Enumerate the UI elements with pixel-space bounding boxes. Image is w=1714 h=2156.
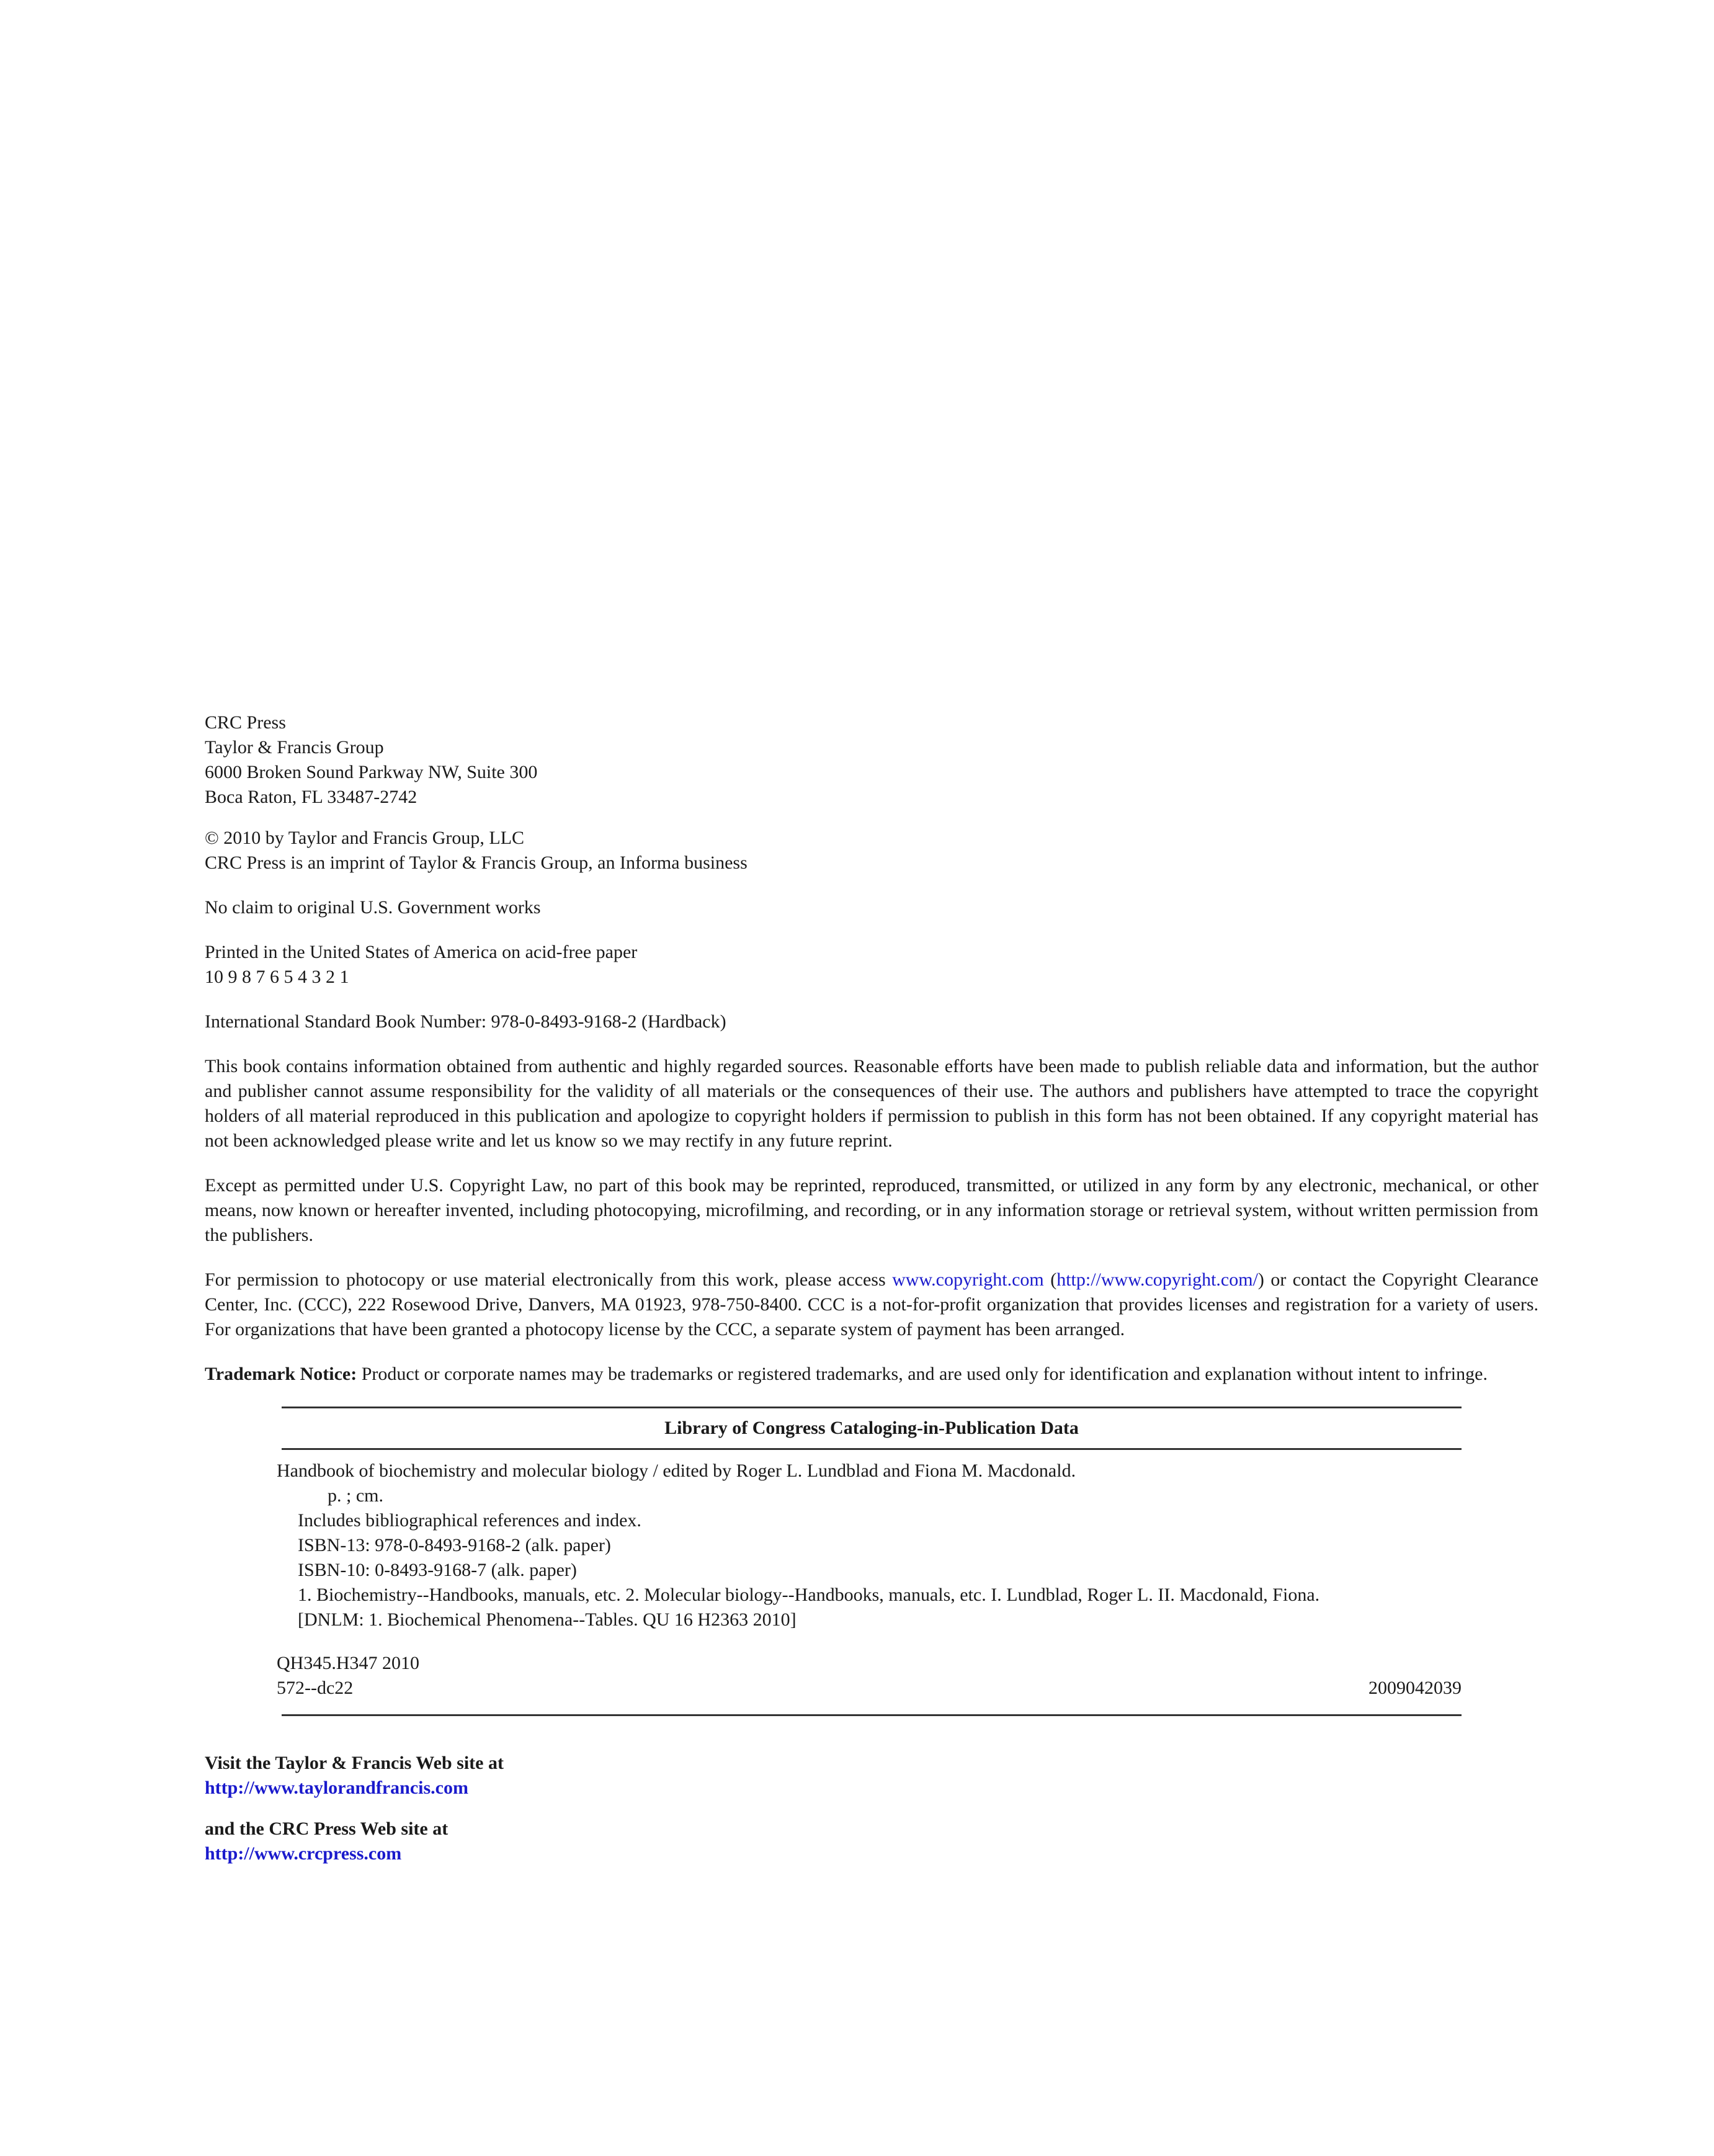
cip-classification [277, 1651, 1462, 1701]
trademark-paragraph [205, 1362, 1538, 1387]
cip-physical: p. ; cm. [328, 1485, 383, 1506]
publisher-address-line1: 6000 Broken Sound Parkway NW, Suite 300 [205, 762, 538, 782]
isbn-notice [205, 1009, 1538, 1034]
cip-entry: Handbook of biochemistry and molecular biology / edited by Roger L. Lundblad and Fiona M. Macdonald. [277, 1460, 1076, 1481]
government-works-notice [205, 895, 1538, 920]
crc-website-label: and the CRC Press Web site at [205, 1818, 449, 1839]
publisher-address [205, 710, 1538, 810]
copyright-line1: © 2010 by Taylor and Francis Group, LLC [205, 828, 525, 848]
copyright-law-paragraph: Except as permitted under U.S. Copyright Law, no part of this book may be reprinted, reproduced, transmitted, or utilized in any form by any electronic, mechanical, or other means, now known or hereafter invented, including photocopying, microfilming, and recording, or in any information storage or retrieval system, without written permission from the publishers. [205, 1175, 1538, 1245]
trademark-text: Product or corporate names may be trademarks or registered trademarks, and are used only for identification and explanation without intent to infringe. [357, 1364, 1488, 1384]
trademark-label: Trademark Notice: [205, 1364, 357, 1384]
no-claim-text: No claim to original U.S. Government works [205, 897, 541, 918]
isbn-text: International Standard Book Number: 978-0-8493-9168-2 (Hardback) [205, 1011, 726, 1032]
cip-subjects: 1. Biochemistry--Handbooks, manuals, etc. 2. Molecular biology--Handbooks, manuals, etc. I. Lundblad, Roger L. II. Macdonald, Fiona. [298, 1585, 1320, 1605]
printing-info [205, 940, 1538, 990]
cip-data-block [277, 1407, 1462, 1716]
copyright-line2: CRC Press is an imprint of Taylor & Francis Group, an Informa business [205, 852, 748, 873]
copyright-page [205, 710, 1538, 1882]
tf-website-link[interactable]: http://www.taylorandfrancis.com [205, 1778, 468, 1798]
printing-line1: Printed in the United States of America on acid-free paper [205, 942, 638, 962]
copyright-notice [205, 826, 1538, 875]
cip-bottom-rule [282, 1714, 1462, 1716]
sources-paragraph: This book contains information obtained from authentic and highly regarded sources. Reasonable efforts have been made to publish reliable data and information, but the author and publisher cannot assume responsibility for the validity of all materials or the consequences of their use. The authors and publishers have attempted to trace the copyright holders of all material reproduced in this publication and apologize to copyright holders if permission to publish in this form has not been obtained. If any copyright material has not been acknowledged please write and let us know so we may rectify in any future reprint. [205, 1056, 1538, 1151]
website-section [205, 1751, 1538, 1866]
cip-lc-class: QH345.H347 2010 [277, 1653, 419, 1673]
tf-website [205, 1751, 1538, 1800]
cip-notes: Includes bibliographical references and index. [298, 1510, 641, 1531]
cip-dewey: 572--dc22 [277, 1678, 354, 1698]
cip-dnlm: [DNLM: 1. Biochemical Phenomena--Tables. QU 16 H2363 2010] [298, 1609, 797, 1630]
publisher-address-line2: Boca Raton, FL 33487-2742 [205, 787, 417, 807]
permission-text-before: For permission to photocopy or use material electronically from this work, please access [205, 1269, 893, 1290]
cip-isbn13: ISBN-13: 978-0-8493-9168-2 (alk. paper) [298, 1535, 611, 1555]
permission-text-paren: ( [1043, 1269, 1057, 1290]
printing-line2: 10 9 8 7 6 5 4 3 2 1 [205, 967, 349, 987]
permission-text-after: ) or contact the Copyright Clearance Center, Inc. (CCC), 222 Rosewood Drive, Danvers, MA 01923, 978-750-8400. CCC is a not-for-profit organization that provides licenses and registration for a variety of users. For organizations that have been granted a photocopy license by the CCC, a separate system of payment has been arranged. [205, 1269, 1538, 1340]
copyright-com-link[interactable]: www.copyright.com [892, 1269, 1044, 1290]
publisher-group: Taylor & Francis Group [205, 737, 384, 758]
cip-isbn10: ISBN-10: 0-8493-9168-7 (alk. paper) [298, 1560, 577, 1580]
copyright-com-url-link[interactable]: http://www.copyright.com/ [1056, 1269, 1258, 1290]
permission-paragraph [205, 1268, 1538, 1342]
cip-record [277, 1450, 1462, 1632]
cip-final-row [277, 1676, 1462, 1701]
cip-lccn: 2009042039 [1368, 1678, 1462, 1698]
tf-website-label: Visit the Taylor & Francis Web site at [205, 1753, 504, 1773]
publisher-name: CRC Press [205, 712, 286, 733]
cip-title: Library of Congress Cataloging-in-Publication Data [664, 1418, 1079, 1438]
crc-website [205, 1817, 1538, 1866]
crc-website-link[interactable]: http://www.crcpress.com [205, 1843, 402, 1864]
